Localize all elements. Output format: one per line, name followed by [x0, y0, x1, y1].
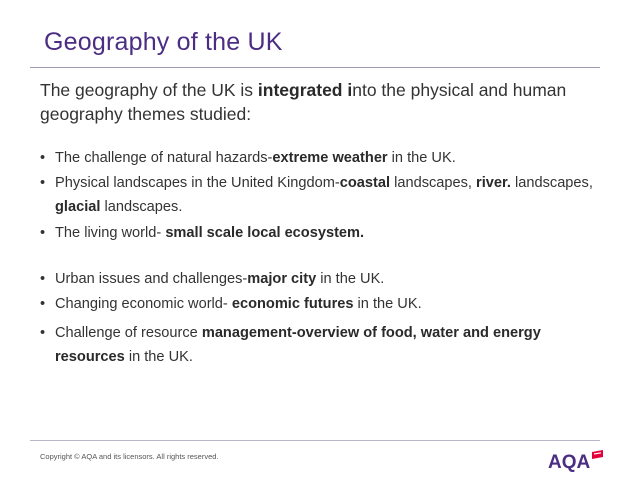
list-item-living-world [40, 221, 600, 245]
item-text: Challenge of resource [55, 325, 202, 341]
item-bold: river. [476, 175, 511, 191]
list-item-landscapes [40, 171, 600, 219]
bullet-marker: • [40, 296, 46, 312]
bullet-marker: • [40, 271, 46, 287]
item-bold: extreme weather [272, 150, 388, 166]
aqa-logo [548, 448, 604, 472]
title-divider [30, 67, 600, 68]
item-text: The challenge of natural hazards- [55, 150, 273, 166]
item-text: in the UK. [353, 296, 422, 312]
item-bold: coastal [339, 175, 391, 191]
item-text: in the UK. [124, 349, 193, 365]
intro-paragraph [40, 78, 600, 126]
item-bold: major city [247, 271, 317, 287]
item-bold: small scale local ecosystem. [165, 225, 365, 241]
item-text: Physical landscapes in the United Kingdom- [55, 175, 340, 191]
item-text: Changing economic world- [55, 296, 232, 312]
item-text: in the UK. [316, 271, 385, 287]
item-bold: glacial [55, 199, 101, 215]
list-item-economic [40, 292, 600, 316]
bullet-marker: • [40, 325, 46, 341]
footer-divider [30, 440, 600, 441]
bullet-marker: • [40, 175, 46, 191]
intro-text-1: The geography of the UK is [40, 80, 258, 100]
item-text: Urban issues and challenges- [55, 271, 248, 287]
item-text: The living world- [55, 225, 166, 241]
item-text: landscapes, [390, 175, 477, 191]
intro-bold: integrated i [257, 80, 353, 100]
slide-title: Geography of the UK [44, 28, 283, 56]
item-bold: management-overview of food, water and energy resources [55, 325, 541, 365]
bullet-marker: • [40, 150, 46, 166]
copyright-notice: Copyright © AQA and its licensors. All rights reserved. [40, 452, 219, 461]
list-item-urban [40, 267, 600, 291]
item-text: landscapes. [100, 199, 183, 215]
list-item-hazards [40, 146, 600, 170]
item-bold: economic futures [231, 296, 354, 312]
bullet-marker: • [40, 225, 46, 241]
item-text: in the UK. [387, 150, 456, 166]
intro-text-2: nto the physical and human geography themes studied: [40, 80, 567, 124]
logo-text: AQA [548, 452, 591, 472]
logo-accent-icon [592, 450, 603, 459]
item-text: landscapes, [510, 175, 593, 191]
list-item-resources [40, 321, 600, 369]
